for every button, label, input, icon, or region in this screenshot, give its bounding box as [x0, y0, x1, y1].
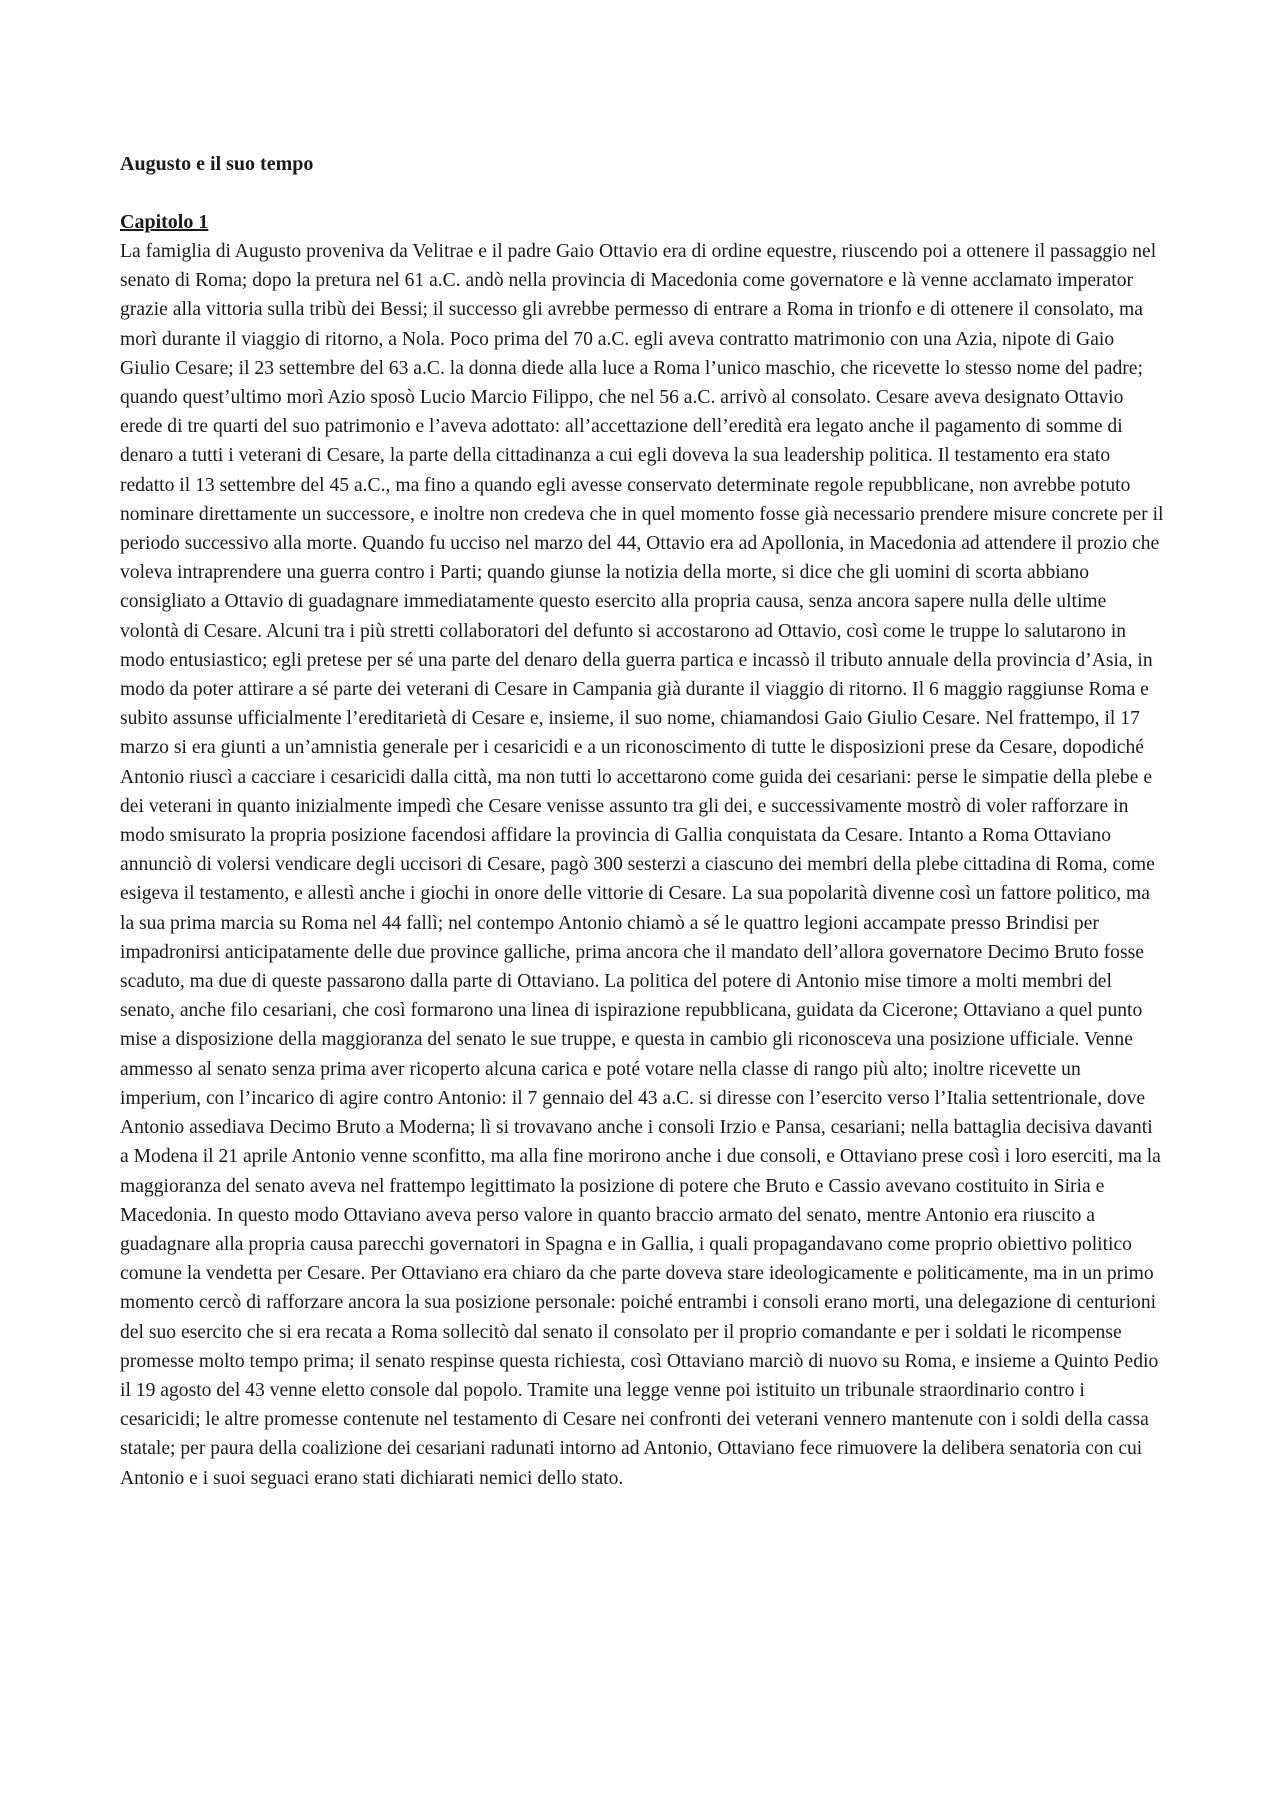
- chapter-heading: Capitolo 1: [120, 211, 209, 233]
- body-paragraph: La famiglia di Augusto proveniva da Velitrae e il padre Gaio Ottavio era di ordine equestre, riuscendo poi a ottenere il passaggio nel senato di Roma; dopo la pretura nel 61 a.C. andò nella provincia di Macedonia come governatore e là venne acclamato imperator grazie alla vittoria sulla tribù dei Bessi; il successo gli avrebbe permesso di entrare a Roma in trionfo e di ottenere il consolato, ma morì durante il viaggio di ritorno, a Nola. Poco prima del 70 a.C. egli aveva contratto matrimonio con una Azia, nipote di Gaio Giulio Cesare; il 23 settembre del 63 a.C. la donna diede alla luce a Roma l’unico maschio, che ricevette lo stesso nome del padre; quando quest’ultimo morì Azio sposò Lucio Marcio Filippo, che nel 56 a.C. arrivò al consolato. Cesare aveva designato Ottavio erede di tre quarti del suo patrimonio e l’aveva adottato: all’accettazione dell’eredità era legato anche il pagamento di somme di denaro a tutti i veterani di Cesare, la parte della cittadinanza a cui egli doveva la sua leadership politica. Il testamento era stato redatto il 13 settembre del 45 a.C., ma fino a quando egli avesse conservato determinate regole repubblicane, non avrebbe potuto nominare direttamente un successore, e inoltre non credeva che in quel momento fosse già necessario prendere misure concrete per il periodo successivo alla morte. Quando fu ucciso nel marzo del 44, Ottavio era ad Apollonia, in Macedonia ad attendere il prozio che voleva intraprendere una guerra contro i Parti; quando giunse la notizia della morte, si dice che gli uomini di scorta abbiano consigliato a Ottavio di guadagnare immediatamente questo esercito alla propria causa, senza ancora sapere nulla delle ultime volontà di Cesare. Alcuni tra i più stretti collaboratori del defunto si accostarono ad Ottavio, così come le truppe lo salutarono in modo entusiastico; egli pretese per sé una parte del denaro della guerra partica e incassò il tributo annuale della provincia d’Asia, in modo da poter attirare a sé parte dei veterani di Cesare in Campania già durante il viaggio di ritorno. Il 6 maggio raggiunse Roma e subito assunse ufficialmente l’ereditarietà di Cesare e, insieme, il suo nome, chiamandosi Gaio Giulio Cesare. Nel frattempo, il 17 marzo si era giunti a un’amnistia generale per i cesaricidi e a un riconoscimento di tutte le disposizioni prese da Cesare, dopodiché Antonio riuscì a cacciare i cesaricidi dalla città, ma non tutti lo accettarono come guida dei cesariani: perse le simpatie della plebe e dei veterani in quanto inizialmente impedì che Cesare venisse assunto tra gli dei, e successivamente mostrò di voler rafforzare in modo smisurato la propria posizione facendosi affidare la provincia di Gallia conquistata da Cesare. Intanto a Roma Ottaviano annunciò di volersi vendicare degli uccisori di Cesare, pagò 300 sesterzi a ciascuno dei membri della plebe cittadina di Roma, come esigeva il testamento, e allestì anche i giochi in onore delle vittorie di Cesare. La sua popolarità divenne così un fattore politico, ma la sua prima marcia su Roma nel 44 fallì; nel contempo Antonio chiamò a sé le quattro legioni accampate presso Brindisi per impadronirsi anticipatamente delle due province galliche, prima ancora che il mandato dell’allora governatore Decimo Bruto fosse scaduto, ma due di queste passarono dalla parte di Ottaviano. La politica del potere di Antonio mise timore a molti membri del senato, anche filo cesariani, che così formarono una linea di ispirazione repubblicana, guidata da Cicerone; Ottaviano a quel punto mise a disposizione della maggioranza del senato le sue truppe, e questa in cambio gli riconosceva una posizione ufficiale. Venne ammesso al senato senza prima aver ricoperto alcuna carica e poté votare nella classe di rango più alto; inoltre ricevette un imperium, con l’incarico di agire contro Antonio: il 7 gennaio del 43 a.C. si diresse con l’esercito verso l’Italia settentrionale, dove Antonio assediava Decimo Bruto a Moderna; lì si trovavano anche i consoli Irzio e Pansa, cesariani; nella battaglia decisiva davanti a Modena il 21 aprile Antonio venne sconfitto, ma alla fine morirono anche i due consoli, e Ottaviano prese così i loro eserciti, ma la maggioranza del senato aveva nel frattempo legittimato la posizione di potere che Bruto e Cassio avevano costituito in Siria e Macedonia. In questo modo Ottaviano aveva perso valore in quanto braccio armato del senato, mentre Antonio era riuscito a guadagnare alla propria causa parecchi governatori in Spagna e in Gallia, i quali propagandavano come proprio obiettivo politico comune la vendetta per Cesare. Per Ottaviano era chiaro da che parte doveva stare ideologicamente e politicamente, ma in un primo momento cercò di rafforzare ancora la sua posizione personale: poiché entrambi i consoli erano morti, una delegazione di centurioni del suo esercito che si era recata a Roma sollecitò dal senato il consolato per il proprio comandante e per i soldati le ricompense promesse molto tempo prima; il senato respinse questa richiesta, così Ottaviano marciò di nuovo su Roma, e insieme a Quinto Pedio il 19 agosto del 43 venne eletto console dal popolo. Tramite una legge venne poi istituito un tribunale straordinario contro i cesaricidi; le altre promesse contenute nel testamento di Cesare nei confronti dei veterani vennero mantenute con i soldi della cassa statale; per paura della coalizione dei cesariani radunati intorno ad Antonio, Ottaviano fece rimuovere la delibera senatoria con cui Antonio e i suoi seguaci erano stati dichiarati nemici dello stato.: [120, 241, 1164, 1489]
- document-title: Augusto e il suo tempo: [120, 153, 314, 175]
- document-page: [120, 150, 1165, 1493]
